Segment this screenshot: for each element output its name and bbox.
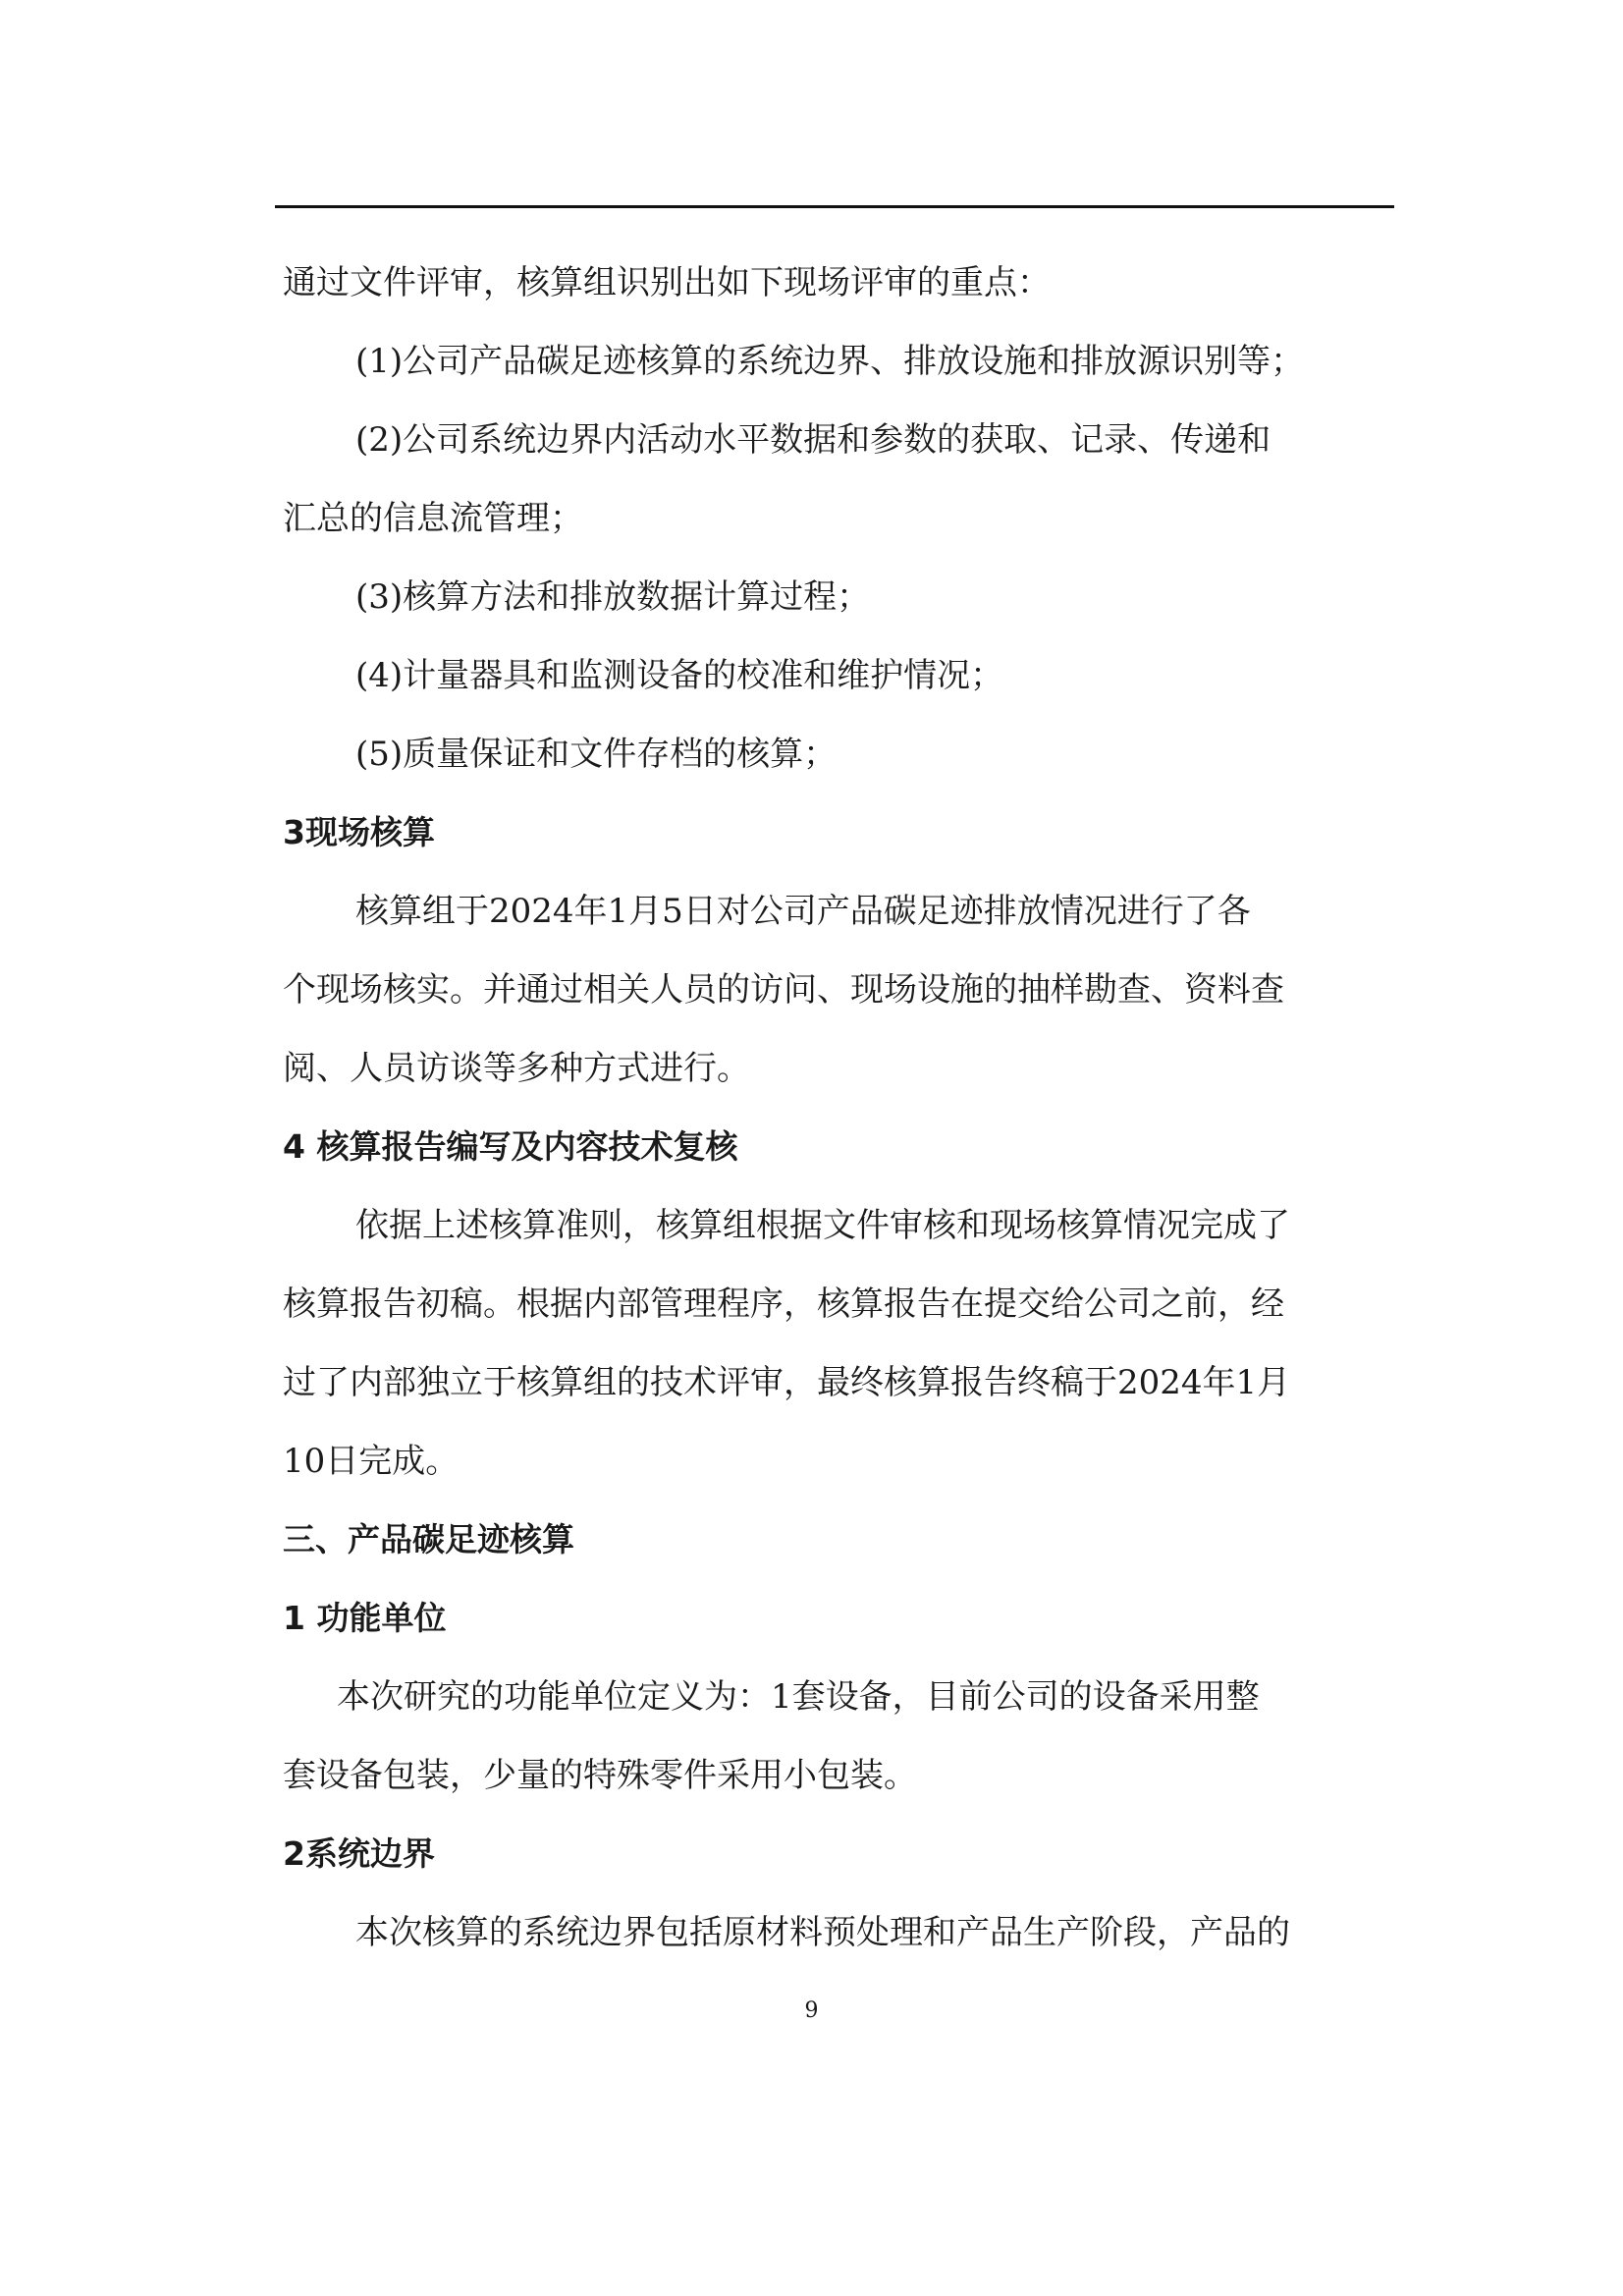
header-rule — [275, 205, 1394, 208]
page-body — [283, 244, 1387, 1972]
section-heading: 4 核算报告编写及内容技术复核 — [283, 1127, 738, 1166]
list-item: (5)质量保证和文件存档的核算； — [355, 735, 838, 774]
section-heading: 1 功能单位 — [283, 1599, 447, 1637]
chapter-heading: 三、产品碳足迹核算 — [283, 1520, 574, 1558]
paragraph-line: 个现场核实。并通过相关人员的访问、现场设施的抽样勘查、资料查 — [283, 970, 1284, 1010]
list-item: (2)公司系统边界内活动水平数据和参数的获取、记录、传递和 — [355, 420, 1271, 460]
page-number: 9 — [804, 1998, 819, 2023]
paragraph-line: 过了内部独立于核算组的技术评审，最终核算报告终稿于2024年1月 — [283, 1363, 1291, 1402]
paragraph-line: 核算组于2024年1月5日对公司产品碳足迹排放情况进行了各 — [355, 892, 1251, 931]
paragraph-line: 本次核算的系统边界包括原材料预处理和产品生产阶段，产品的 — [355, 1913, 1290, 1952]
list-item: (3)核算方法和排放数据计算过程； — [355, 577, 871, 617]
paragraph-line: 本次研究的功能单位定义为：1套设备，目前公司的设备采用整 — [337, 1677, 1260, 1717]
paragraph-line: 10日完成。 — [283, 1442, 460, 1481]
paragraph-line: 通过文件评审，核算组识别出如下现场评审的重点： — [283, 263, 1051, 302]
paragraph-line: 汇总的信息流管理； — [283, 499, 583, 538]
paragraph-line: 核算报告初稿。根据内部管理程序，核算报告在提交给公司之前，经 — [283, 1285, 1284, 1324]
list-item: (4)计量器具和监测设备的校准和维护情况； — [355, 656, 1004, 695]
paragraph-line: 套设备包装，少量的特殊零件采用小包装。 — [283, 1756, 917, 1795]
list-item: (1)公司产品碳足迹核算的系统边界、排放设施和排放源识别等； — [355, 342, 1305, 381]
section-heading: 3现场核算 — [283, 813, 435, 851]
paragraph-line: 阅、人员访谈等多种方式进行。 — [283, 1049, 750, 1088]
paragraph-line: 依据上述核算准则，核算组根据文件审核和现场核算情况完成了 — [355, 1206, 1290, 1245]
section-heading: 2系统边界 — [283, 1834, 435, 1873]
